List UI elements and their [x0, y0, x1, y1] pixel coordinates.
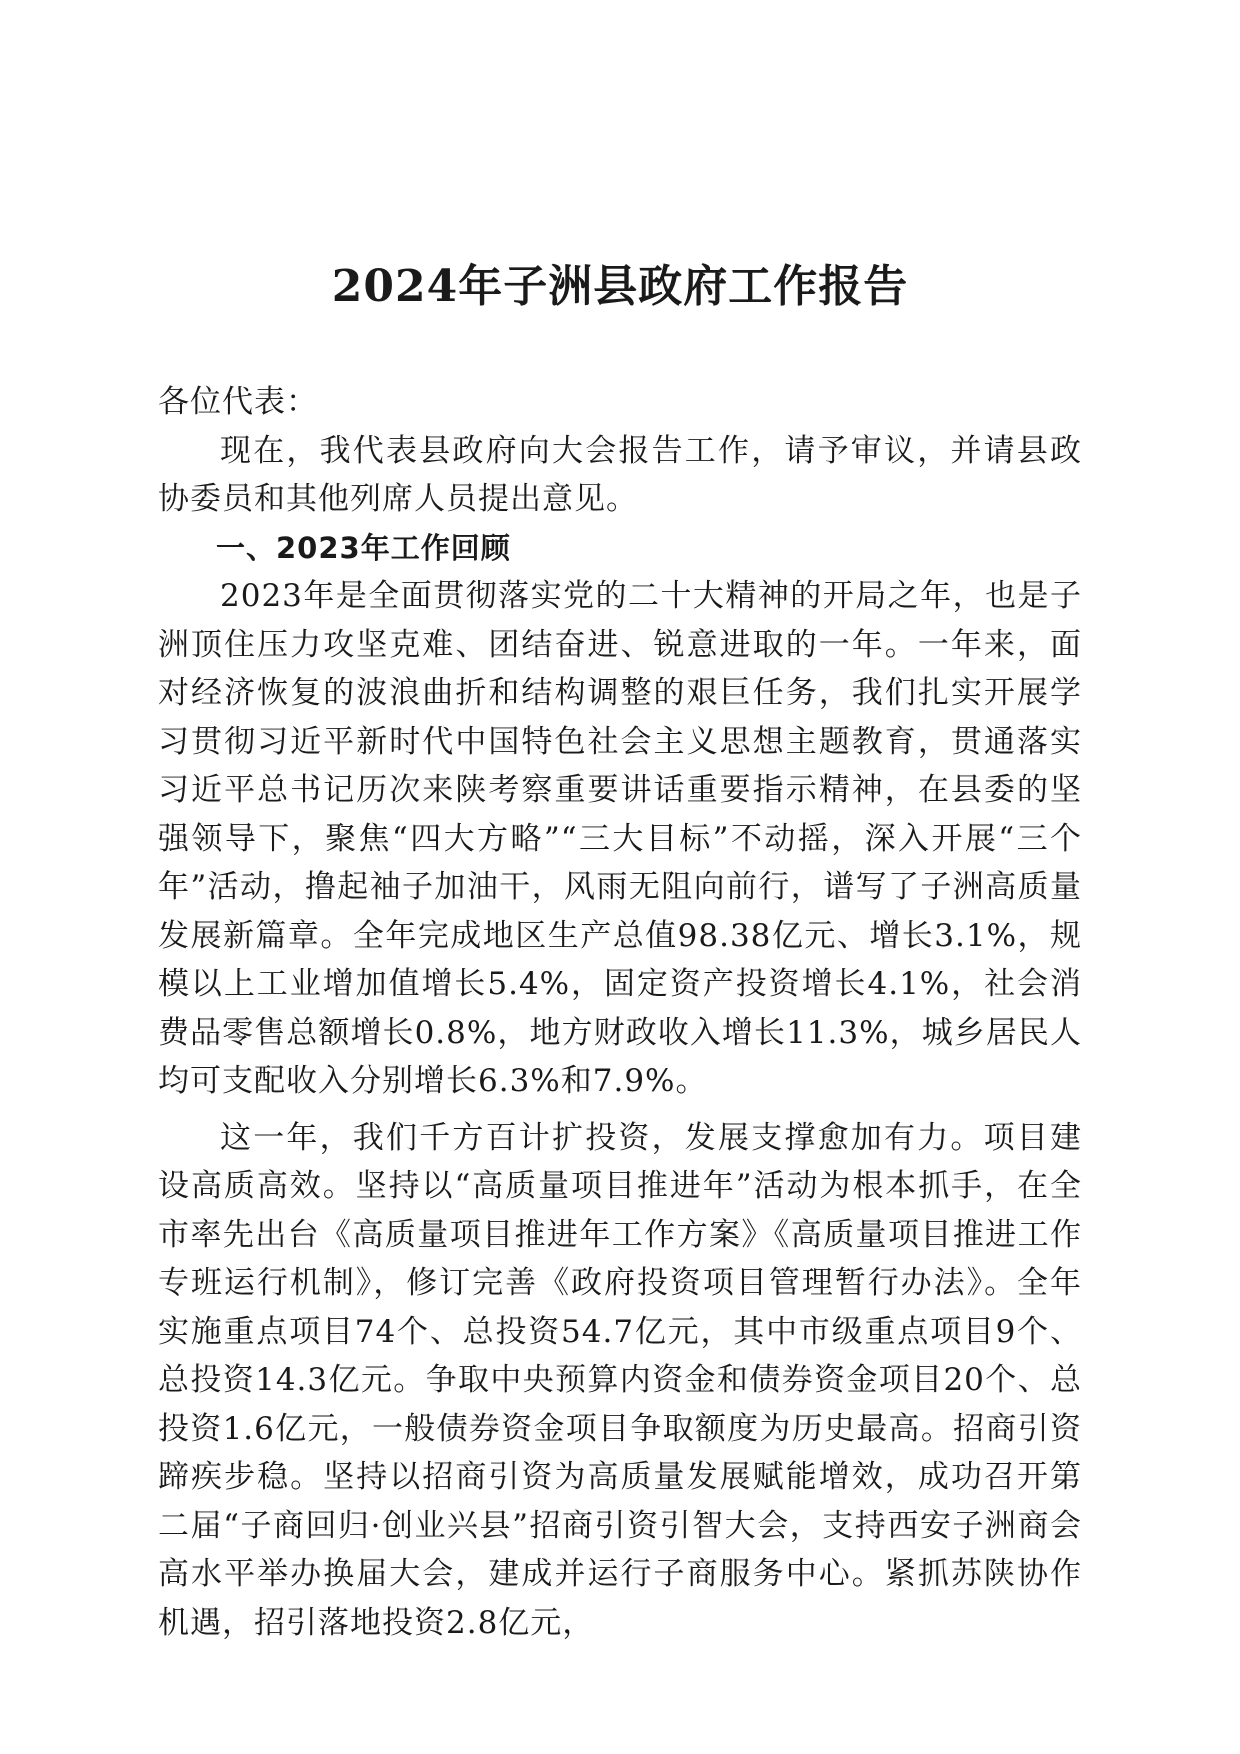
section-heading: 一、2023年工作回顾 — [216, 530, 511, 565]
document-body — [158, 378, 1082, 1647]
body-paragraph: 这一年，我们千方百计扩投资，发展支撑愈加有力。项目建设高质高效。坚持以“高质量项目推进年”活动为根本抓手，在全市率先出台《高质量项目推进年工作方案》《高质量项目推进工作专班运行机制》，修订完善《政府投资项目管理暂行办法》。全年实施重点项目74个、总投资54.7亿元，其中市级重点项目9个、总投资14.3亿元。争取中央预算内资金和债券资金项目20个、总投资1.6亿元，一般债券资金项目争取额度为历史最高。招商引资蹄疾步稳。坚持以招商引资为高质量发展赋能增效，成功召开第二届“子商回归·创业兴县”招商引资引智大会，支持西安子洲商会高水平举办换届大会，建成并运行子商服务中心。紧抓苏陕协作机遇，招引落地投资2.8亿元， — [158, 1119, 1082, 1641]
intro-paragraph: 现在，我代表县政府向大会报告工作，请予审议，并请县政协委员和其他列席人员提出意见。 — [158, 432, 1082, 517]
document-title: 2024年子洲县政府工作报告 — [331, 261, 909, 313]
salutation: 各位代表： — [158, 384, 318, 420]
body-paragraph: 2023年是全面贯彻落实党的二十大精神的开局之年，也是子洲顶住压力攻坚克难、团结奋进、锐意进取的一年。一年来，面对经济恢复的波浪曲折和结构调整的艰巨任务，我们扎实开展学习贯彻习近平新时代中国特色社会主义思想主题教育，贯通落实习近平总书记历次来陕考察重要讲话重要指示精神，在县委的坚强领导下，聚焦“四大方略”“三大目标”不动摇，深入开展“三个年”活动，撸起袖子加油干，风雨无阻向前行，谱写了子洲高质量发展新篇章。全年完成地区生产总值98.38亿元、增长3.1%，规模以上工业增加值增长5.4%，固定资产投资增长4.1%，社会消费品零售总额增长0.8%，地方财政收入增长11.3%，城乡居民人均可支配收入分别增长6.3%和7.9%。 — [158, 578, 1082, 1099]
